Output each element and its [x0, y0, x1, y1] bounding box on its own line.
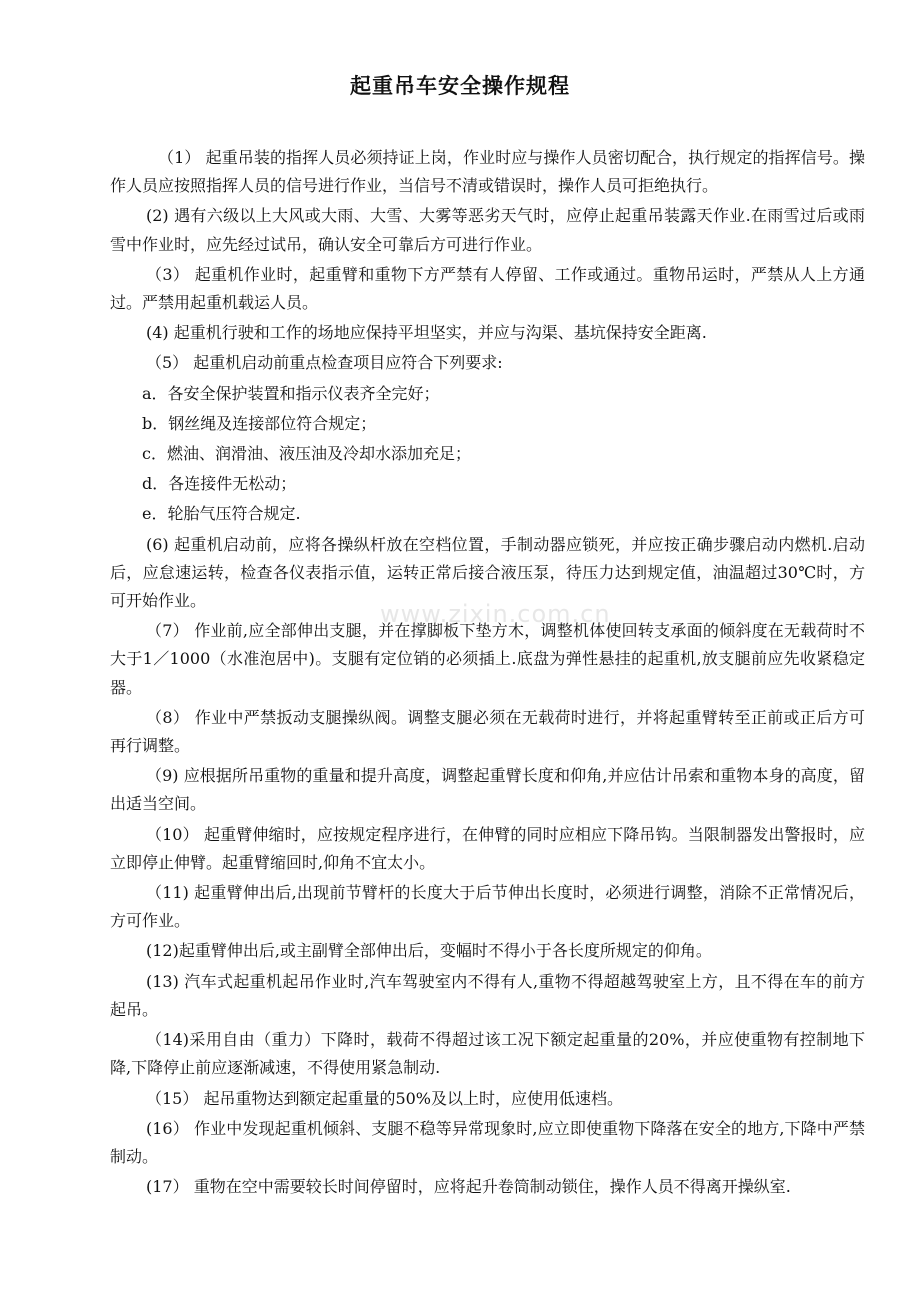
paragraph-7: （7） 作业前,应全部伸出支腿，并在撑脚板下垫方木，调整机体使回转支承面的倾斜度在无载荷时不大于1／1000（水准泡居中)。支腿有定位销的必须插上.底盘为弹性悬挂的起重机,放支腿前应先收紧稳定器。	[110, 621, 865, 697]
paragraph-3: （3） 起重机作业时，起重臂和重物下方严禁有人停留、工作或通过。重物吊运时，严禁从人上方通过。严禁用起重机载运人员。	[110, 264, 865, 313]
paragraph-15: （15） 起吊重物达到额定起重量的50%及以上时，应使用低速档。	[146, 1088, 624, 1108]
paragraph-1: （1） 起重吊装的指挥人员必须持证上岗，作业时应与操作人员密切配合，执行规定的指挥信号。操作人员应按照指挥人员的信号进行作业，当信号不清或错误时，操作人员可拒绝执行。	[110, 148, 865, 196]
document-body	[110, 144, 865, 1203]
paragraph-8: （8） 作业中严禁扳动支腿操纵阀。调整支腿必须在无载荷时进行，并将起重臂转至正前或正后方可再行调整。	[110, 707, 865, 756]
checklist-item-c: c．燃油、润滑油、液压油及冷却水添加充足；	[142, 444, 471, 464]
checklist-item-e: e．轮胎气压符合规定.	[142, 504, 301, 524]
checklist-item-d: d．各连接件无松动；	[142, 474, 297, 494]
paragraph-17: (17） 重物在空中需要较长时间停留时，应将起升卷筒制动锁住，操作人员不得离开操纵室.	[146, 1177, 791, 1197]
paragraph-2: (2) 遇有六级以上大风或大雨、大雪、大雾等恶劣天气时，应停止起重吊装露天作业.在雨雪过后或雨雪中作业时，应先经过试吊，确认安全可靠后方可进行作业。	[110, 206, 865, 254]
paragraph-10: （10） 起重臂伸缩时，应按规定程序进行，在伸臂的同时应相应下降吊钩。当限制器发出警报时，应立即停止伸臂。起重臂缩回时,仰角不宜太小。	[110, 824, 865, 872]
paragraph-13: (13) 汽车式起重机起吊作业时,汽车驾驶室内不得有人,重物不得超越驾驶室上方，且不得在车的前方起吊。	[110, 971, 865, 1019]
paragraph-11: （11) 起重臂伸出后,出现前节臂杆的长度大于后节伸出长度时，必须进行调整，消除不正常情况后，方可作业。	[110, 883, 865, 931]
paragraph-6: (6) 起重机启动前，应将各操纵杆放在空档位置，手制动器应锁死，并应按正确步骤启动内燃机.启动后，应怠速运转，检查各仪表指示值，运转正常后接合液压泵，待压力达到规定值，油温超过30℃时，方可开始作业。	[110, 534, 865, 611]
page-title: 起重吊车安全操作规程	[350, 74, 570, 98]
paragraph-4: (4) 起重机行驶和工作的场地应保持平坦坚实，并应与沟渠、基坑保持安全距离.	[146, 323, 707, 343]
checklist-item-a: a．各安全保护装置和指示仪表齐全完好；	[142, 383, 440, 403]
paragraph-12: (12)起重臂伸出后,或主副臂全部伸出后，变幅时不得小于各长度所规定的仰角。	[146, 941, 712, 961]
paragraph-16: (16） 作业中发现起重机倾斜、支腿不稳等异常现象时,应立即使重物下降落在安全的地方,下降中严禁制动。	[110, 1118, 865, 1166]
paragraph-14: （14)采用自由（重力）下降时，载荷不得超过该工况下额定起重量的20%，并应使重物有控制地下降,下降停止前应逐渐减速，不得使用紧急制动.	[110, 1030, 865, 1078]
checklist-item-b: b．钢丝绳及连接部位符合规定；	[142, 413, 377, 433]
paragraph-9: （9) 应根据所吊重物的重量和提升高度，调整起重臂长度和仰角,并应估计吊索和重物本身的高度，留出适当空间。	[110, 766, 865, 814]
paragraph-5: （5） 起重机启动前重点检查项目应符合下列要求:	[146, 353, 503, 373]
watermark-text: www.zixin.com.cn	[380, 600, 611, 628]
